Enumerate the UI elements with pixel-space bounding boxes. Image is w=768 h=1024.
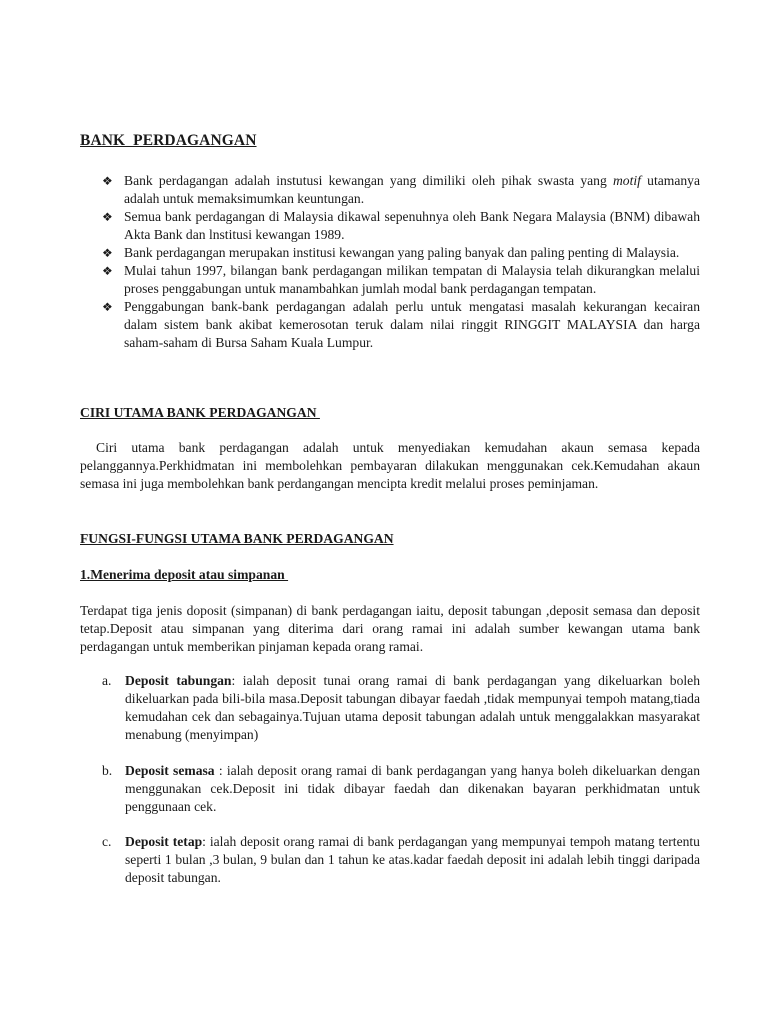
deposit-description: : ialah deposit tunai orang ramai di bank perdagangan yang dikeluarkan boleh dikeluarkan pada bili-bila masa.Deposit tabungan dibayar faedah ,tidak mempunyai tempoh matang,tiada kemudahan cek dan sebagainya.Tujuan utama deposit tabungan adalah untuk menggalakkan masyarakat menabung (menyimpan) <box>125 673 700 742</box>
deposit-description: : ialah deposit orang ramai di bank perdagangan yang mempunyai tempoh matang tertentu seperti 1 bulan ,3 bulan, 9 bulan dan 1 tahun ke atas.kadar faedah deposit ini adalah lebih tinggi daripada deposit tabungan. <box>125 834 700 885</box>
diamond-bullet-icon: ❖ <box>102 264 113 278</box>
bullet-text-italic: motif <box>612 173 641 188</box>
bullet-text: Penggabungan bank-bank perdagangan adalah perlu untuk mengatasi masalah kekurangan kecairan dalam sistem bank akibat kemerosotan teruk dalam nilai ringgit RINGGIT MALAYSIA dan harga saham-saham di Bursa Saham Kuala Lumpur. <box>124 299 700 350</box>
diamond-bullet-icon: ❖ <box>102 210 113 224</box>
list-marker: a. <box>102 673 112 688</box>
bullet-text: utamanya adalah untuk memaksimumkan keuntungan. <box>124 173 701 206</box>
deposit-list <box>80 762 700 816</box>
list-item <box>80 833 700 887</box>
bullet-text: Semua bank perdagangan di Malaysia dikawal sepenuhnya oleh Bank Negara Malaysia (BNM) dibawah Akta Bank dan lnstitusi kewangan 1989. <box>124 209 700 242</box>
subheading-deposit: 1.Menerima deposit atau simpanan <box>80 567 289 582</box>
bullet-list <box>102 172 700 352</box>
bullet-text: Mulai tahun 1997, bilangan bank perdagangan milikan tempatan di Malaysia telah dikurangkan melalui proses penggabungan untuk manambahkan jumlah modal bank perdagangan tempatan. <box>124 263 700 296</box>
deposit-term: Deposit semasa <box>125 763 215 778</box>
list-item <box>80 672 700 744</box>
diamond-bullet-icon: ❖ <box>102 300 113 314</box>
ciri-paragraph: Ciri utama bank perdagangan adalah untuk menyediakan kemudahan akaun semasa kepada pelanggannya.Perkhidmatan ini membolehkan pembayaran dilakukan menggunakan cek.Kemudahan akaun semasa ini juga membolehkan bank perdangangan mencipta kredit melalui proses peminjaman. <box>80 440 700 491</box>
list-item <box>102 262 700 298</box>
bullet-text: Bank perdagangan merupakan institusi kewangan yang paling banyak dan paling penting di Malaysia. <box>124 245 680 260</box>
deposit-list <box>80 833 700 887</box>
list-marker: b. <box>102 763 113 778</box>
list-item <box>80 762 700 816</box>
diamond-bullet-icon: ❖ <box>102 174 113 188</box>
bullet-text: Bank perdagangan adalah instutusi kewangan yang dimiliki oleh pihak swasta yang <box>124 173 613 188</box>
page-title: BANK PERDAGANGAN <box>80 132 257 149</box>
section-heading-fungsi: FUNGSI-FUNGSI UTAMA BANK PERDAGANGAN <box>80 531 394 546</box>
section-heading-ciri: CIRI UTAMA BANK PERDAGANGAN <box>80 405 320 420</box>
deposit-term: Deposit tabungan <box>125 673 232 688</box>
list-item <box>102 298 700 352</box>
deposit-term: Deposit tetap <box>125 834 203 849</box>
deposit-list <box>80 672 700 744</box>
fungsi-intro-paragraph: Terdapat tiga jenis doposit (simpanan) di bank perdagangan iaitu, deposit tabungan ,deposit semasa dan deposit tetap.Deposit atau simpanan yang diterima dari orang ramai ini adalah sumber kewangan utama bank perdagangan untuk memberikan pinjaman kepada orang ramai. <box>80 603 700 654</box>
list-item <box>102 172 700 208</box>
list-item <box>102 208 700 244</box>
deposit-description: : ialah deposit orang ramai di bank perdagangan yang hanya boleh dikeluarkan dengan menggunakan cek.Deposit ini tidak dibayar faedah dan dikenakan bayaran perkhidmatan untuk penggunaan cek. <box>125 763 700 814</box>
list-marker: c. <box>102 834 112 849</box>
diamond-bullet-icon: ❖ <box>102 246 113 260</box>
list-item <box>102 244 700 262</box>
